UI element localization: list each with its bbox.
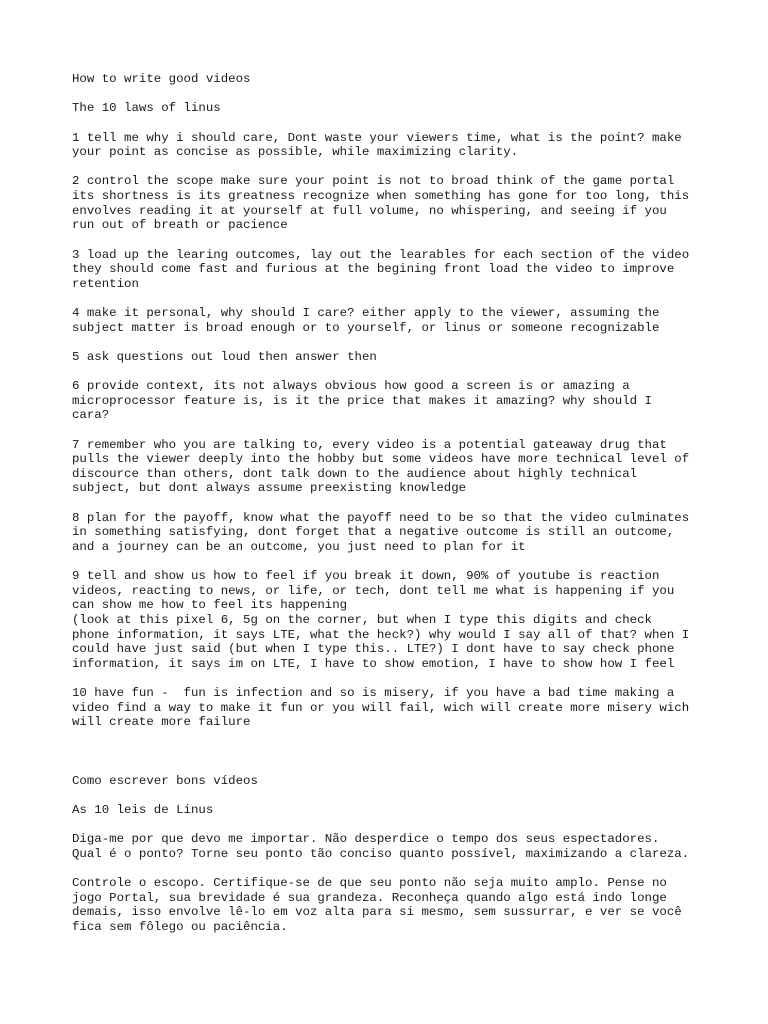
pt-title: Como escrever bons vídeos [72, 773, 258, 788]
pt-law-2: Controle o escopo. Certifique-se de que seu ponto não seja muito amplo. Pense no jogo Portal, sua brevidade é sua grandeza. Reconheça quando algo está indo longe demais, isso envolve lê-lo em voz alta para si mesmo, sem sussurrar, e ver se você fica sem fôlego ou paciência. [72, 876, 682, 935]
law-4: 4 make it personal, why should I care? either apply to the viewer, assuming the subject matter is broad enough or to yourself, or linus or someone recognizable [72, 305, 660, 335]
law-6: 6 provide context, its not always obvious how good a screen is or amazing a microprocessor feature is, is it the price that makes it amazing? why should I cara? [72, 379, 652, 423]
law-1: 1 tell me why i should care, Dont waste your viewers time, what is the point? make your point as concise as possible, while maximizing clarity. [72, 130, 682, 160]
pt-law-1: Diga-me por que devo me importar. Não desperdice o tempo dos seus espectadores. Qual é o ponto? Torne seu ponto tão conciso quanto possível, maximizando a clareza. [72, 832, 690, 861]
law-10: 10 have fun - fun is infection and so is misery, if you have a bad time making a video find a way to make it fun or you will fail, wich will create more misery wich will create more failure [72, 685, 690, 730]
law-2: 2 control the scope make sure your point is not to broad think of the game portal its shortness is its greatness recognize when something has gone for too long, this envolves reading it at yourself at full volume, no whispering, and seeing if you run out of breath or pacience [72, 174, 690, 233]
document-page [72, 72, 712, 949]
law-9: 9 tell and show us how to feel if you break it down, 90% of youtube is reaction videos, reacting to news, or life, or tech, dont tell me what is happening if you can show me how to feel its happening (look at this pixel 6, 5g on the corner, but when I type this digits and check phone information, it says LTE, what the heck?) why would I say all of that? when I could have just said (but when I type this.. LTE?) I dont have to say check phone information, it says im on LTE, I have to show emotion, I have to show how I feel [72, 569, 690, 671]
doc-subtitle: The 10 laws of linus [72, 101, 221, 116]
law-8: 8 plan for the payoff, know what the payoff need to be so that the video culminates in something satisfying, dont forget that a negative outcome is still an outcome, and a journey can be an outcome, you just need to plan for it [72, 510, 690, 554]
law-5: 5 ask questions out loud then answer then [72, 349, 377, 364]
law-7: 7 remember who you are talking to, every video is a potential gateaway drug that pulls the viewer deeply into the hobby but some videos have more technical level of discource than others, dont talk down to the audience about highly technical subject, but dont always assume preexisting knowledge [72, 437, 690, 496]
section-gap [72, 744, 712, 773]
law-3: 3 load up the learing outcomes, lay out the learables for each section of the video they should come fast and furious at the begining front load the video to improve retention [72, 247, 690, 291]
doc-title: How to write good videos [72, 72, 251, 86]
pt-subtitle: As 10 leis de Linus [72, 803, 214, 818]
